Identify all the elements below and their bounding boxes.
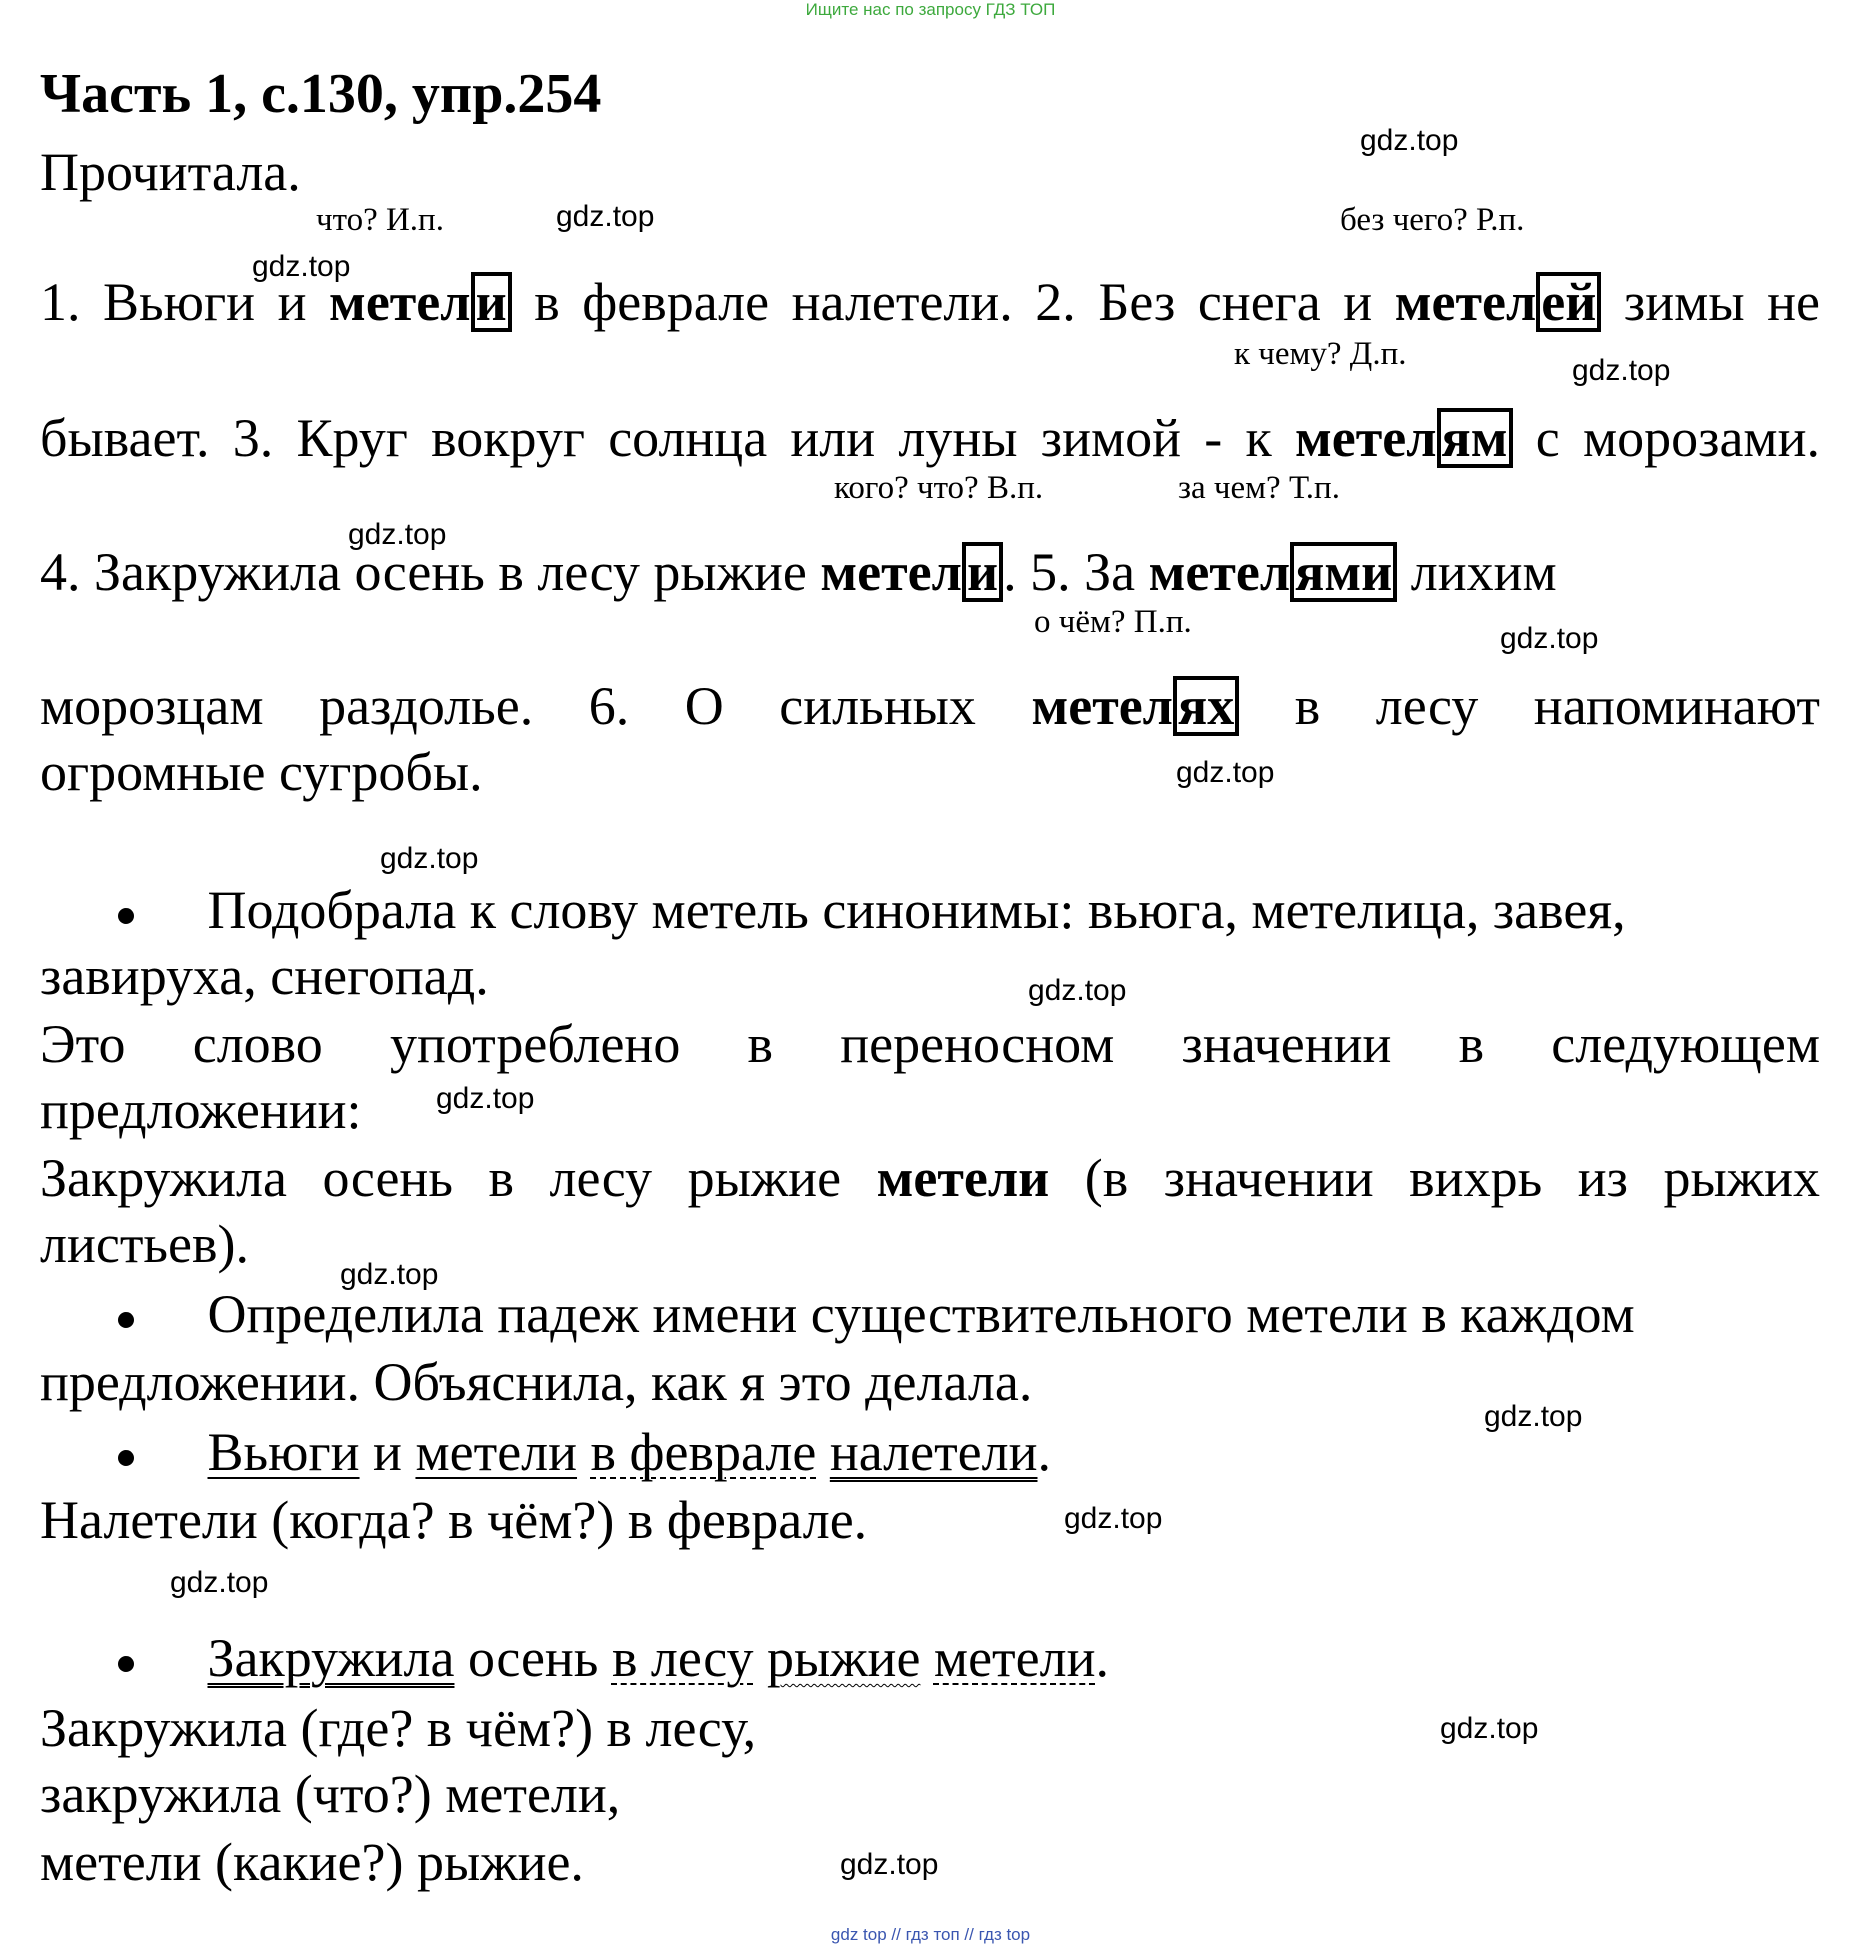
figurative-line-3 xyxy=(40,1148,1820,1208)
text-fragment: в лесу напоминают xyxy=(1239,676,1820,736)
word-ending-box: и xyxy=(962,542,1003,602)
watermark: gdz.top xyxy=(1484,1400,1583,1433)
case-question-3: к чему? Д.п. xyxy=(1234,336,1407,372)
subject-word: Вьюги xyxy=(207,1422,360,1482)
bullet-icon xyxy=(118,908,134,924)
bullet-icon xyxy=(118,1450,134,1466)
predicate-word: налетели xyxy=(829,1422,1038,1482)
case-task-line-2: предложении. Объяснила, как я это делала. xyxy=(40,1352,1033,1412)
word-stem: метел xyxy=(1148,542,1291,602)
text-fragment: 4. Закружила осень в лесу рыжие xyxy=(40,542,821,602)
parse-2-explanation-2: закружила (что?) метели, xyxy=(40,1764,621,1824)
object-word: метели xyxy=(933,1628,1096,1688)
watermark: gdz.top xyxy=(340,1258,439,1291)
sentence-line-5: огромные сугробы. xyxy=(40,742,483,802)
predicate-word: Закружила xyxy=(207,1628,455,1688)
bullet-icon xyxy=(118,1656,134,1672)
figurative-line-4: листьев). xyxy=(40,1214,249,1274)
word-ending-box: ям xyxy=(1437,408,1513,468)
page-title: Часть 1, с.130, упр.254 xyxy=(40,63,602,125)
text-fragment: . xyxy=(1095,1628,1109,1688)
case-question-2: без чего? Р.п. xyxy=(1340,202,1525,238)
watermark: gdz.top xyxy=(556,200,655,233)
watermark: gdz.top xyxy=(840,1848,939,1881)
top-banner: Ищите нас по запросу ГДЗ ТОП xyxy=(805,0,1056,19)
watermark: gdz.top xyxy=(1500,622,1599,655)
text-fragment: с морозами. xyxy=(1512,408,1820,468)
sentence-line-4 xyxy=(40,676,1820,736)
sentence-line-2 xyxy=(40,408,1820,468)
figurative-line-2: предложении: xyxy=(40,1080,362,1140)
figurative-line-1: Это слово употреблено в переносном значении в следующем xyxy=(40,1014,1820,1074)
watermark: gdz.top xyxy=(1028,974,1127,1007)
bold-word: метели xyxy=(876,1148,1050,1208)
watermark: gdz.top xyxy=(436,1082,535,1115)
footer-links: gdz top // гдз топ // гдз top xyxy=(830,1925,1031,1944)
word-stem: метел xyxy=(1294,408,1437,468)
parse-2-explanation-1: Закружила (где? в чём?) в лесу, xyxy=(40,1698,757,1758)
watermark: gdz.top xyxy=(1440,1712,1539,1745)
text-fragment xyxy=(753,1628,767,1688)
text-fragment: . xyxy=(1037,1422,1051,1482)
parse-2-sentence xyxy=(118,1628,1818,1688)
adverbial-phrase: в лесу xyxy=(611,1628,754,1688)
sentence-line-3 xyxy=(40,542,1820,602)
text-fragment: лихим xyxy=(1397,542,1557,602)
parse-words xyxy=(208,1422,1052,1482)
word-stem: метел xyxy=(1031,676,1173,736)
text-fragment: в феврале налетели. 2. Без снега и xyxy=(511,272,1395,332)
text-fragment: Определила падеж имени существительного метели в каждом xyxy=(207,1284,1635,1344)
parse-1-explanation: Налетели (когда? в чём?) в феврале. xyxy=(40,1490,868,1550)
text-fragment: 1. Вьюги и xyxy=(40,272,330,332)
word-ending-box: ей xyxy=(1536,272,1601,332)
case-question-5: за чем? Т.п. xyxy=(1178,470,1340,506)
case-question-4: кого? что? В.п. xyxy=(834,470,1044,506)
text-fragment: морозцам раздолье. 6. О сильных xyxy=(40,676,1032,736)
text-fragment: (в значении вихрь из рыжих xyxy=(1049,1148,1820,1208)
text-fragment: бывает. 3. Круг вокруг солнца или луны зимой - к xyxy=(40,408,1295,468)
text-fragment: Закружила осень в лесу рыжие xyxy=(40,1148,877,1208)
parse-words xyxy=(208,1628,1109,1688)
watermark: gdz.top xyxy=(1064,1502,1163,1535)
text-fragment xyxy=(577,1422,591,1482)
text-fragment: и xyxy=(359,1422,416,1482)
watermark: gdz.top xyxy=(170,1566,269,1599)
bullet-icon xyxy=(118,1312,134,1328)
word-stem: метел xyxy=(329,272,471,332)
watermark: gdz.top xyxy=(252,250,351,283)
synonyms-line-1 xyxy=(118,880,1818,940)
text-fragment: осень xyxy=(467,1628,599,1688)
text-fragment xyxy=(920,1628,934,1688)
intro-text: Прочитала. xyxy=(40,142,301,202)
case-question-1: что? И.п. xyxy=(316,202,444,238)
word-ending-box: ях xyxy=(1173,676,1239,736)
word-stem: метел xyxy=(1394,272,1537,332)
word-ending-box: и xyxy=(471,272,512,332)
text-fragment: Подобрала к слову метель синонимы: вьюга, метелица, завея, xyxy=(207,880,1626,940)
word-ending-box: ями xyxy=(1290,542,1397,602)
text-fragment: зимы не xyxy=(1601,272,1820,332)
text-fragment xyxy=(816,1422,830,1482)
watermark: gdz.top xyxy=(1176,756,1275,789)
watermark: gdz.top xyxy=(380,842,479,875)
watermark: gdz.top xyxy=(1360,124,1459,157)
adverbial-phrase: в феврале xyxy=(590,1422,817,1482)
case-question-6: о чём? П.п. xyxy=(1034,604,1192,640)
attribute-word: рыжие xyxy=(766,1628,921,1688)
subject-word: метели xyxy=(415,1422,578,1482)
synonyms-line-2: завируха, снегопад. xyxy=(40,946,489,1006)
word-stem: метел xyxy=(820,542,962,602)
text-fragment: . 5. За xyxy=(1003,542,1149,602)
watermark: gdz.top xyxy=(348,518,447,551)
text-fragment xyxy=(454,1628,468,1688)
text-fragment xyxy=(598,1628,612,1688)
watermark: gdz.top xyxy=(1572,354,1671,387)
parse-2-explanation-3: метели (какие?) рыжие. xyxy=(40,1832,584,1892)
case-task-line-1 xyxy=(118,1284,1818,1344)
